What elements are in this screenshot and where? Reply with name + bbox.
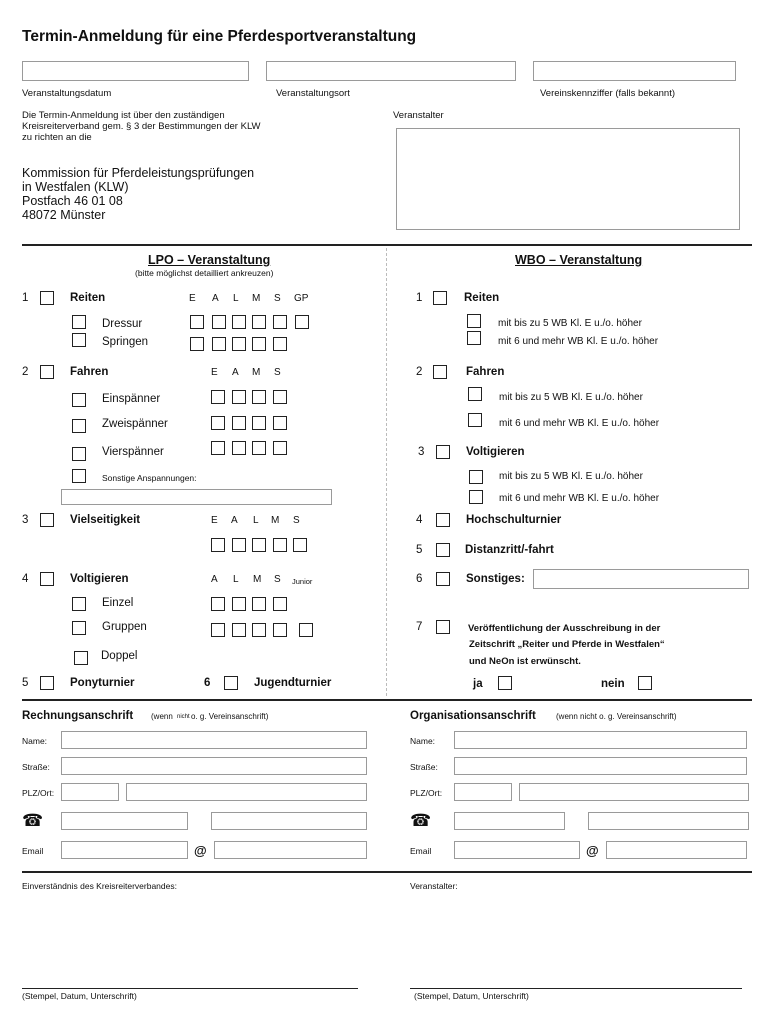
lpo-doppel-checkbox[interactable]	[74, 651, 88, 665]
column-divider	[386, 248, 387, 696]
lpo-sonstige-field[interactable]	[61, 489, 332, 505]
lpo-zweispaenner-label: Zweispänner	[102, 418, 168, 430]
billing-street-field[interactable]	[61, 757, 367, 775]
signature-line-left[interactable]	[22, 988, 358, 989]
wbo-fahren-ab6-checkbox[interactable]	[468, 413, 482, 427]
lpo-springen-s[interactable]	[273, 337, 287, 351]
lpo-springen-a[interactable]	[212, 337, 226, 351]
lpo-zweispaenner-a[interactable]	[232, 416, 246, 430]
lpo-dressur-checkbox[interactable]	[72, 315, 86, 329]
billing-plz-field[interactable]	[61, 783, 119, 801]
lpo-dressur-e[interactable]	[190, 315, 204, 329]
wbo-fahren-bis5-label: mit bis zu 5 WB Kl. E u./o. höher	[499, 392, 643, 403]
event-location-label: Veranstaltungsort	[276, 88, 350, 99]
club-id-field[interactable]	[533, 61, 736, 81]
signature-line-right[interactable]	[410, 988, 742, 989]
wbo-publish-ja-label: ja	[473, 678, 483, 690]
lpo-vierspaenner-label: Vierspänner	[102, 446, 164, 458]
wbo-reiten-number: 1	[416, 292, 423, 304]
wbo-fahren-checkbox[interactable]	[433, 365, 447, 379]
lpo-einspaenner-a[interactable]	[232, 390, 246, 404]
lpo-fahren-class-m: M	[252, 367, 261, 378]
billing-name-field[interactable]	[61, 731, 367, 749]
org-phone-field[interactable]	[454, 812, 565, 830]
org-plz-field[interactable]	[454, 783, 512, 801]
lpo-vs-e[interactable]	[211, 538, 225, 552]
wbo-fahren-number: 2	[416, 366, 423, 378]
lpo-vielseitigkeit-number: 3	[22, 514, 29, 526]
billing-fax-field[interactable]	[211, 812, 367, 830]
lpo-zweispaenner-m[interactable]	[252, 416, 266, 430]
billing-email-label: Email	[22, 846, 44, 856]
lpo-vielseitigkeit-label: Vielseitigkeit	[70, 514, 141, 526]
wbo-publish-checkbox[interactable]	[436, 620, 450, 634]
lpo-reiten-class-gp: GP	[294, 293, 309, 304]
lpo-einspaenner-checkbox[interactable]	[72, 393, 86, 407]
org-note: (wenn nicht o. g. Vereinsanschrift)	[556, 712, 677, 721]
lpo-jugend-checkbox[interactable]	[224, 676, 238, 690]
wbo-reiten-ab6-label: mit 6 und mehr WB Kl. E u./o. höher	[498, 336, 659, 347]
billing-note-b: nicht	[177, 714, 190, 720]
lpo-vierspaenner-e[interactable]	[211, 441, 225, 455]
billing-street-label: Straße:	[22, 762, 50, 772]
lpo-einzel-l[interactable]	[232, 597, 246, 611]
lpo-sonstige-checkbox[interactable]	[72, 469, 86, 483]
wbo-reiten-ab6-checkbox[interactable]	[467, 331, 481, 345]
event-date-label: Veranstaltungsdatum	[22, 88, 112, 99]
club-id-label: Vereinskennziffer (falls bekannt)	[540, 88, 676, 99]
org-city-field[interactable]	[519, 783, 749, 801]
section-divider-3	[22, 871, 752, 873]
lpo-vielseitigkeit-checkbox[interactable]	[40, 513, 54, 527]
wbo-distanz-label: Distanzritt/-fahrt	[465, 544, 554, 556]
lpo-einzel-a[interactable]	[211, 597, 225, 611]
lpo-gruppen-checkbox[interactable]	[72, 621, 86, 635]
lpo-einzel-label: Einzel	[102, 597, 134, 609]
wbo-sonstiges-checkbox[interactable]	[436, 572, 450, 586]
lpo-doppel-label: Doppel	[101, 650, 138, 662]
consent-right-label: Veranstalter:	[410, 881, 458, 891]
lpo-einzel-s[interactable]	[273, 597, 287, 611]
lpo-gruppen-label: Gruppen	[102, 621, 147, 633]
wbo-hochschul-checkbox[interactable]	[436, 513, 450, 527]
org-street-label: Straße:	[410, 762, 438, 772]
org-name-field[interactable]	[454, 731, 747, 749]
lpo-zweispaenner-e[interactable]	[211, 416, 225, 430]
lpo-vs-m[interactable]	[273, 538, 287, 552]
lpo-heading: LPO – Veranstaltung	[148, 253, 271, 267]
lpo-gruppen-m[interactable]	[252, 623, 266, 637]
org-email-domain-field[interactable]	[606, 841, 747, 859]
lpo-vs-s[interactable]	[293, 538, 307, 552]
wbo-distanz-checkbox[interactable]	[436, 543, 450, 557]
wbo-publish-ja-checkbox[interactable]	[498, 676, 512, 690]
billing-note-c: o. g. Vereinsanschrift)	[191, 712, 269, 721]
lpo-pony-number: 5	[22, 677, 29, 689]
lpo-zweispaenner-checkbox[interactable]	[72, 419, 86, 433]
wbo-fahren-label: Fahren	[466, 366, 505, 378]
wbo-volt-ab6-label: mit 6 und mehr WB Kl. E u./o. höher	[499, 493, 660, 504]
section-divider	[22, 244, 752, 246]
lpo-volt-class-l: L	[233, 574, 239, 585]
lpo-gruppen-l[interactable]	[232, 623, 246, 637]
wbo-heading: WBO – Veranstaltung	[515, 253, 643, 267]
billing-name-label: Name:	[22, 736, 48, 746]
lpo-reiten-class-l: L	[233, 293, 239, 304]
wbo-publish-nein-label: nein	[601, 678, 625, 690]
intro-line-1: Die Termin-Anmeldung ist über den zuständigen	[22, 110, 225, 121]
wbo-volt-bis5-label: mit bis zu 5 WB Kl. E u./o. höher	[499, 471, 643, 482]
billing-phone-field[interactable]	[61, 812, 188, 830]
wbo-voltigieren-label: Voltigieren	[466, 446, 525, 458]
wbo-fahren-bis5-checkbox[interactable]	[468, 387, 482, 401]
consent-left-label: Einverständnis des Kreisreiterverbandes:	[22, 881, 177, 891]
lpo-jugend-label: Jugendturnier	[254, 677, 332, 689]
intro-line-2: Kreisreiterverband gem. § 3 der Bestimmungen der KLW	[22, 121, 261, 132]
wbo-sonstiges-field[interactable]	[533, 569, 749, 589]
lpo-vs-a[interactable]	[232, 538, 246, 552]
event-date-field[interactable]	[22, 61, 249, 81]
wbo-volt-bis5-checkbox[interactable]	[469, 470, 483, 484]
lpo-vierspaenner-m[interactable]	[252, 441, 266, 455]
address-line-4: 48072 Münster	[22, 208, 106, 222]
billing-email-field[interactable]	[61, 841, 188, 859]
org-heading: Organisationsanschrift	[410, 710, 536, 722]
at-icon: @	[586, 843, 599, 858]
wbo-voltigieren-number: 3	[418, 446, 425, 458]
telephone-icon: ☎	[22, 811, 44, 830]
lpo-dressur-a[interactable]	[212, 315, 226, 329]
lpo-pony-label: Ponyturnier	[70, 677, 135, 689]
lpo-reiten-checkbox[interactable]	[40, 291, 54, 305]
lpo-dressur-label: Dressur	[102, 318, 143, 330]
lpo-voltigieren-checkbox[interactable]	[40, 572, 54, 586]
lpo-springen-e[interactable]	[190, 337, 204, 351]
lpo-dressur-gp[interactable]	[295, 315, 309, 329]
wbo-publish-line-2: Zeitschrift „Reiter und Pferde in Westfalen“	[469, 639, 665, 650]
lpo-subheading: (bitte möglichst detailliert ankreuzen)	[135, 268, 274, 278]
org-name-label: Name:	[410, 736, 436, 746]
signature-caption-left: (Stempel, Datum, Unterschrift)	[22, 991, 137, 1001]
wbo-distanz-number: 5	[416, 544, 423, 556]
wbo-voltigieren-checkbox[interactable]	[436, 445, 450, 459]
lpo-voltigieren-label: Voltigieren	[70, 573, 129, 585]
page-title: Termin-Anmeldung für eine Pferdesportveranstaltung	[22, 28, 417, 45]
event-location-field[interactable]	[266, 61, 516, 81]
lpo-springen-m[interactable]	[252, 337, 266, 351]
at-icon: @	[194, 843, 207, 858]
lpo-dressur-s[interactable]	[273, 315, 287, 329]
lpo-volt-class-a: A	[211, 574, 218, 585]
wbo-volt-ab6-checkbox[interactable]	[469, 490, 483, 504]
address-line-1: Kommission für Pferdeleistungsprüfungen	[22, 166, 255, 180]
wbo-reiten-label: Reiten	[464, 292, 500, 304]
org-street-field[interactable]	[454, 757, 747, 775]
lpo-einspaenner-s[interactable]	[273, 390, 287, 404]
lpo-reiten-class-e: E	[189, 293, 196, 304]
lpo-vs-class-e: E	[211, 515, 218, 526]
lpo-reiten-class-s: S	[274, 293, 281, 304]
lpo-volt-class-junior: Junior	[292, 577, 313, 586]
lpo-einspaenner-m[interactable]	[252, 390, 266, 404]
lpo-vs-class-l: L	[253, 515, 259, 526]
lpo-zweispaenner-s[interactable]	[273, 416, 287, 430]
lpo-reiten-number: 1	[22, 292, 29, 304]
wbo-reiten-bis5-label: mit bis zu 5 WB Kl. E u./o. höher	[498, 318, 642, 329]
lpo-vierspaenner-s[interactable]	[273, 441, 287, 455]
lpo-sonstige-label: Sonstige Anspannungen:	[102, 473, 197, 483]
org-fax-field[interactable]	[588, 812, 749, 830]
wbo-sonstiges-label: Sonstiges:	[466, 573, 525, 585]
lpo-volt-class-s: S	[274, 574, 281, 585]
billing-city-field[interactable]	[126, 783, 367, 801]
lpo-vierspaenner-checkbox[interactable]	[72, 447, 86, 461]
lpo-fahren-class-e: E	[211, 367, 218, 378]
wbo-fahren-ab6-label: mit 6 und mehr WB Kl. E u./o. höher	[499, 418, 660, 429]
lpo-reiten-class-a: A	[212, 293, 219, 304]
lpo-springen-label: Springen	[102, 336, 149, 348]
lpo-einzel-m[interactable]	[252, 597, 266, 611]
signature-caption-right: (Stempel, Datum, Unterschrift)	[414, 991, 529, 1001]
lpo-pony-checkbox[interactable]	[40, 676, 54, 690]
telephone-icon: ☎	[410, 811, 432, 830]
lpo-gruppen-s[interactable]	[273, 623, 287, 637]
lpo-fahren-number: 2	[22, 366, 29, 378]
lpo-fahren-label: Fahren	[70, 366, 109, 378]
lpo-jugend-number: 6	[204, 677, 211, 689]
organizer-label: Veranstalter	[393, 110, 444, 121]
lpo-voltigieren-number: 4	[22, 573, 29, 585]
wbo-publish-line-1: Veröffentlichung der Ausschreibung in der	[468, 623, 661, 634]
lpo-vs-class-s: S	[293, 515, 300, 526]
org-email-field[interactable]	[454, 841, 580, 859]
wbo-publish-number: 7	[416, 621, 423, 633]
lpo-reiten-class-m: M	[252, 293, 261, 304]
wbo-publish-line-3: und NeOn ist erwünscht.	[469, 656, 581, 667]
section-divider-2	[22, 699, 752, 701]
lpo-springen-checkbox[interactable]	[72, 333, 86, 347]
billing-email-domain-field[interactable]	[214, 841, 367, 859]
lpo-gruppen-junior[interactable]	[299, 623, 313, 637]
lpo-einspaenner-label: Einspänner	[102, 393, 161, 405]
address-line-2: in Westfalen (KLW)	[22, 180, 129, 194]
billing-heading: Rechnungsanschrift	[22, 710, 134, 722]
lpo-vs-class-a: A	[231, 515, 238, 526]
lpo-vs-l[interactable]	[252, 538, 266, 552]
lpo-fahren-class-s: S	[274, 367, 281, 378]
lpo-dressur-l[interactable]	[232, 315, 246, 329]
billing-plz-label: PLZ/Ort:	[22, 788, 55, 798]
billing-note-a: (wenn	[151, 712, 173, 721]
wbo-reiten-bis5-checkbox[interactable]	[467, 314, 481, 328]
lpo-fahren-checkbox[interactable]	[40, 365, 54, 379]
org-plz-label: PLZ/Ort:	[410, 788, 443, 798]
intro-line-3: zu richten an die	[22, 132, 92, 143]
wbo-reiten-checkbox[interactable]	[433, 291, 447, 305]
organizer-field[interactable]	[396, 128, 740, 230]
lpo-vs-class-m: M	[271, 515, 280, 526]
lpo-springen-l[interactable]	[232, 337, 246, 351]
org-email-label: Email	[410, 846, 432, 856]
address-line-3: Postfach 46 01 08	[22, 194, 123, 208]
lpo-gruppen-a[interactable]	[211, 623, 225, 637]
lpo-einzel-checkbox[interactable]	[72, 597, 86, 611]
lpo-fahren-class-a: A	[232, 367, 239, 378]
wbo-sonstiges-number: 6	[416, 573, 423, 585]
lpo-einspaenner-e[interactable]	[211, 390, 225, 404]
lpo-dressur-m[interactable]	[252, 315, 266, 329]
wbo-publish-nein-checkbox[interactable]	[638, 676, 652, 690]
wbo-hochschul-label: Hochschulturnier	[466, 514, 562, 526]
wbo-hochschul-number: 4	[416, 514, 423, 526]
lpo-reiten-label: Reiten	[70, 292, 106, 304]
lpo-vierspaenner-a[interactable]	[232, 441, 246, 455]
lpo-volt-class-m: M	[253, 574, 262, 585]
